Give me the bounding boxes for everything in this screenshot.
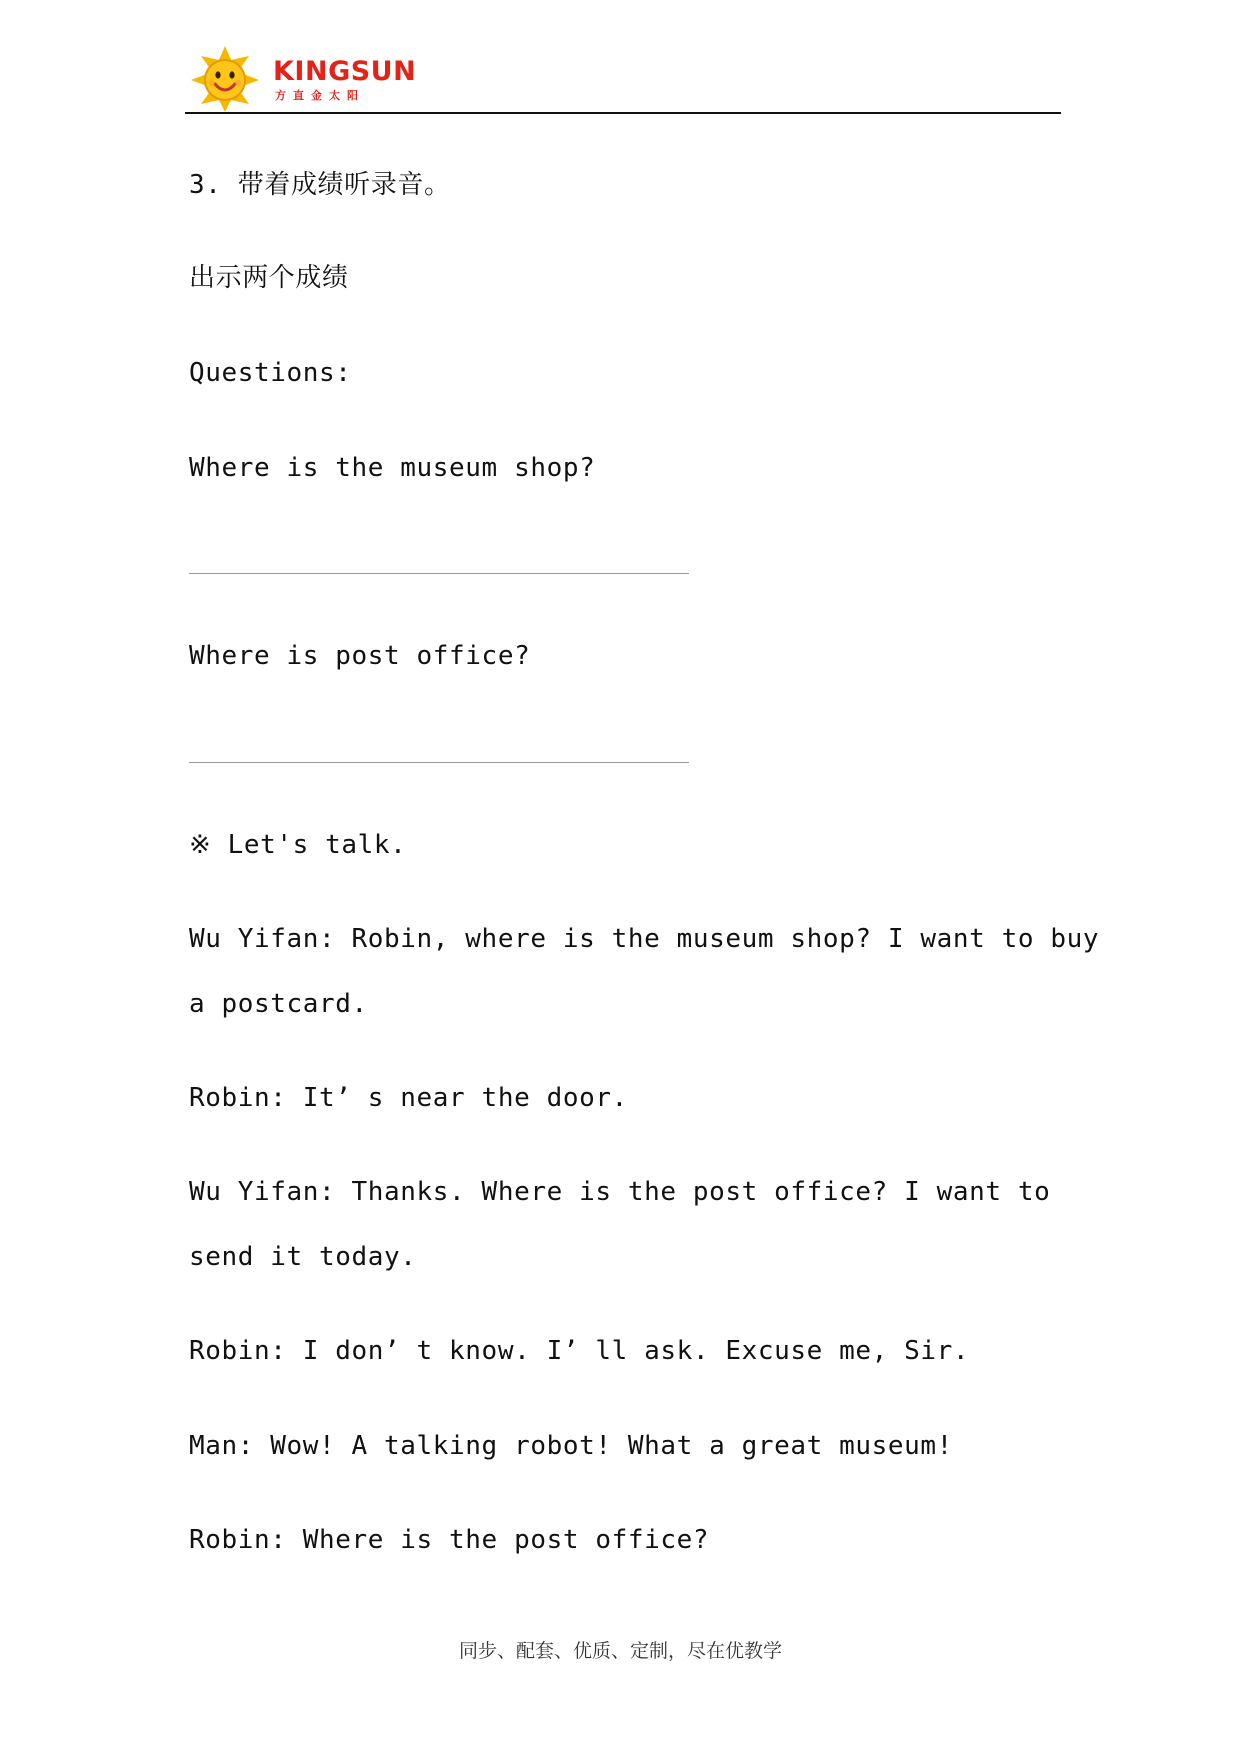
kingsun-logo: [185, 44, 417, 112]
answer-blank-2: [189, 762, 689, 763]
question-2: Where is post office?: [189, 641, 531, 671]
dialogue-line: Robin: I don’ t know. I’ ll ask. Excuse me, Sir.: [189, 1336, 970, 1366]
step-heading: 3. 带着成绩听录音。: [189, 170, 451, 200]
dialogue-line: Robin: It’ s near the door.: [189, 1083, 628, 1113]
sun-mascot-icon: [185, 44, 269, 112]
dialogue-line: send it today.: [189, 1242, 417, 1272]
brand-name: KINGSUN: [273, 56, 417, 87]
dialogue-line: a postcard.: [189, 989, 368, 1019]
dialogue-line: Wu Yifan: Robin, where is the museum shop? I want to buy: [189, 924, 1100, 954]
dialogue-line: Man: Wow! A talking robot! What a great museum!: [189, 1431, 953, 1461]
page-footer: 同步、配套、优质、定制，尽在优教学: [458, 1640, 782, 1662]
answer-blank-1: [189, 573, 689, 574]
dialogue-line: Wu Yifan: Thanks. Where is the post office? I want to: [189, 1177, 1051, 1207]
question-1: Where is the museum shop?: [189, 453, 596, 483]
brand-subtitle: 方直金太阳: [275, 89, 365, 102]
page-header: [185, 44, 1061, 114]
dialogue-line: Robin: Where is the post office?: [189, 1525, 710, 1555]
questions-label: Questions:: [189, 358, 352, 388]
header-divider: [185, 112, 1061, 114]
talk-heading: ※ Let's talk.: [189, 830, 407, 860]
show-text: 出示两个成绩: [189, 263, 349, 293]
